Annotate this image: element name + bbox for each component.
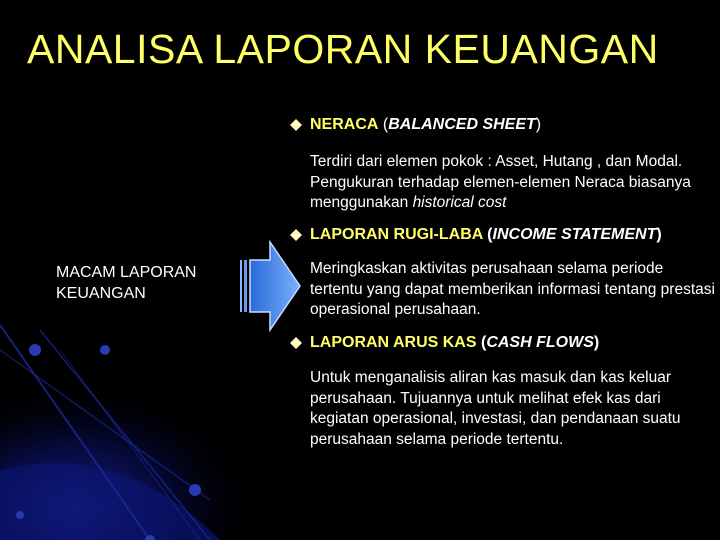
decor-dot [100,345,110,355]
item-heading-rugi-laba: LAPORAN RUGI-LABA (INCOME STATEMENT) [310,226,662,243]
decor-dot [16,511,24,519]
decor-dot [189,484,201,496]
diamond-bullet-icon [290,119,302,131]
side-label: MACAM LAPORAN KEUANGAN [56,264,197,302]
right-arrow-icon [240,240,302,332]
item-description-arus-kas: Untuk menganalisis aliran kas masuk dan kas keluar perusahaan. Tujuannya untuk melihat efek kas dari kegiatan operasional, investasi, dan pendanaan suatu perusahaan selama periode tertentu. [310,369,681,448]
decor-dot [29,344,41,356]
item-heading-neraca: NERACA (BALANCED SHEET) [310,116,542,133]
item-description-rugi-laba: Meringkaskan aktivitas perusahaan selama periode tertentu yang dapat memberikan informasi tentang prestasi operasional perusahaan. [310,260,715,318]
slide-title: ANALISA LAPORAN KEUANGAN [27,26,659,72]
item-heading-arus-kas: LAPORAN ARUS KAS (CASH FLOWS) [310,334,600,351]
diamond-bullet-icon [290,337,302,349]
item-description-neraca: Terdiri dari elemen pokok : Asset, Hutang , dan Modal. Pengukuran terhadap elemen-elemen Neraca biasanya menggunakan historical cost [310,153,691,211]
